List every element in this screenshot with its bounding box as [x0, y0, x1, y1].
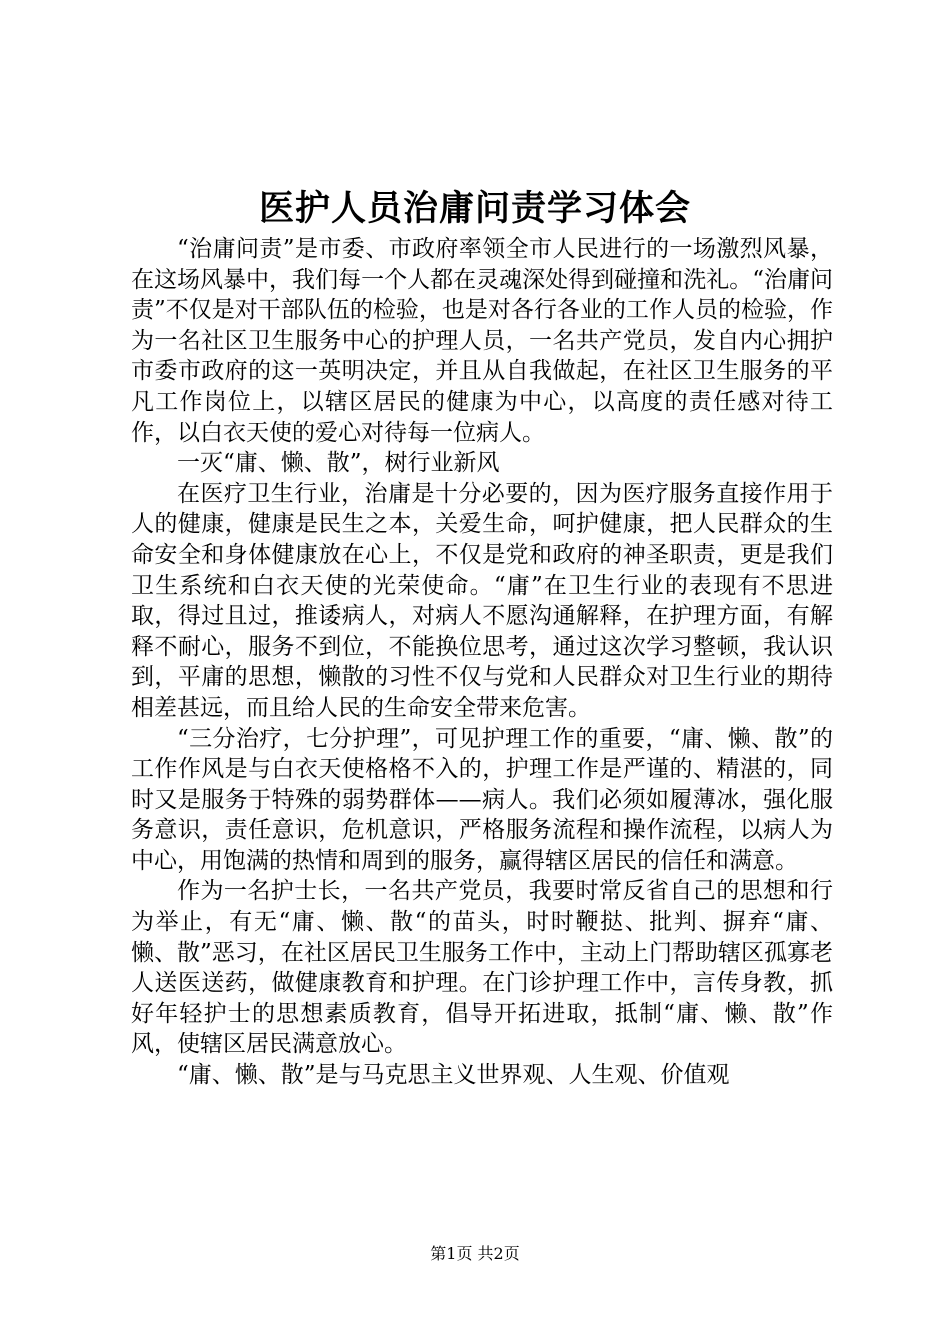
paragraph: “治庸问责”是市委、市政府率领全市人民进行的一场激烈风暴，在这场风暴中，我们每一个人都在灵魂深处得到碰撞和洗礼。“治庸问责”不仅是对干部队伍的检验，也是对各行各业的工作人员的检验，作为一名社区卫生服务中心的护理人员，一名共产党员，发自内心拥护市委市政府的这一英明决定，并且从自我做起，在社区卫生服务的平凡工作岗位上，以辖区居民的健康为中心，以高度的责任感对待工作，以白衣天使的爱心对待每一位病人。: [131, 236, 833, 446]
document-body: [131, 234, 833, 1091]
paragraph: “三分治疗，七分护理”，可见护理工作的重要，“庸、懒、散”的工作作风是与白衣天使格格不入的，护理工作是严谨的、精湛的，同时又是服务于特殊的弱势群体——病人。我们必须如履薄冰，强化服务意识，责任意识，危机意识，严格服务流程和操作流程，以病人为中心，用饱满的热情和周到的服务，赢得辖区居民的信任和满意。: [131, 725, 833, 874]
paragraph: 在医疗卫生行业，治庸是十分必要的，因为医疗服务直接作用于人的健康，健康是民生之本，关爱生命，呵护健康，把人民群众的生命安全和身体健康放在心上，不仅是党和政府的神圣职责，更是我们卫生系统和白衣天使的光荣使命。“庸”在卫生行业的表现有不思进取，得过且过，推诿病人，对病人不愿沟通解释，在护理方面，有解释不耐心，服务不到位，不能换位思考，通过这次学习整顿，我认识到，平庸的思想，懒散的习性不仅与党和人民群众对卫生行业的期待相差甚远，而且给人民的生命安全带来危害。: [131, 480, 833, 721]
section-heading: 一灭“庸、懒、散”，树行业新风: [177, 450, 500, 477]
document-title: 医护人员治庸问责学习体会: [258, 188, 691, 229]
page-footer: 第1页 共2页: [430, 1244, 520, 1263]
paragraph: 作为一名护士长，一名共产党员，我要时常反省自己的思想和行为举止，有无“庸、懒、散“的苗头，时时鞭挞、批判、摒弃“庸、懒、散”恶习，在社区居民卫生服务工作中，主动上门帮助辖区孤寡老人送医送药，做健康教育和护理。在门诊护理工作中，言传身教，抓好年轻护士的思想素质教育，倡导开拓进取，抵制“庸、懒、散”作风，使辖区居民满意放心。: [131, 878, 833, 1058]
paragraph: “庸、懒、散”是与马克思主义世界观、人生观、价值观: [177, 1062, 730, 1089]
